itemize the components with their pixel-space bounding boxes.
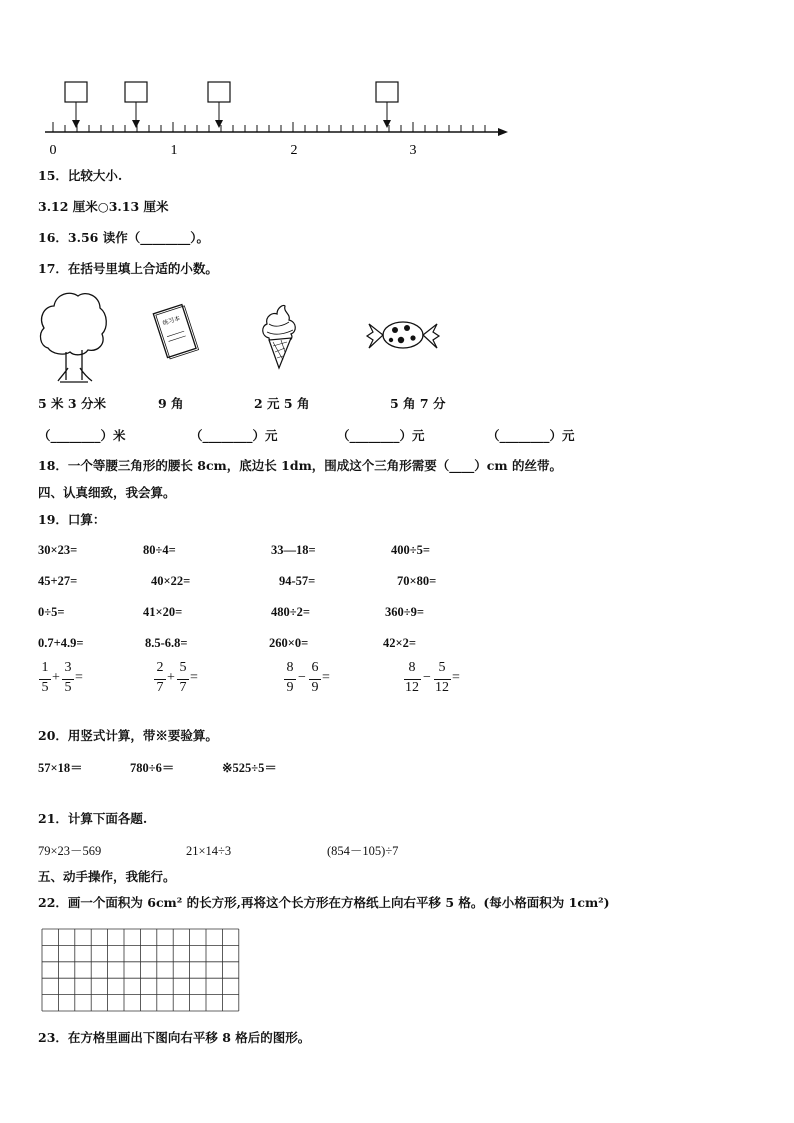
q19-r3-c3: 480÷2= <box>271 605 310 619</box>
ice-cream-icon <box>255 302 305 372</box>
fraction-denominator: 12 <box>435 680 449 695</box>
q17-label-2: 9 角 <box>158 396 184 411</box>
q19-r1-c4: 400÷5= <box>391 543 430 557</box>
answer-box-4[interactable] <box>376 82 398 128</box>
fraction-denominator: 12 <box>405 680 419 695</box>
fraction-operator: − <box>298 670 306 685</box>
fraction-denominator: 7 <box>179 680 187 695</box>
tree-icon <box>38 288 108 384</box>
fraction-denominator: 7 <box>156 680 164 695</box>
answer-box-3[interactable] <box>208 82 230 128</box>
q17-answer-1[interactable]: （________）米 <box>38 428 126 443</box>
q21-title: 21．计算下面各题. <box>38 811 148 826</box>
equals-sign: = <box>322 670 330 685</box>
q20-title: 20．用竖式计算，带※要验算。 <box>38 728 218 743</box>
number-line-label-3: 3 <box>409 143 417 158</box>
q23-text: 23．在方格里画出下图向右平移 8 格后的图形。 <box>38 1030 311 1045</box>
fraction-numerator: 8 <box>408 660 416 675</box>
answer-box-2[interactable] <box>125 82 147 128</box>
q21-item-3: (854－105)÷7 <box>327 844 399 858</box>
fraction-numerator: 6 <box>311 660 319 675</box>
q19-r3-c2: 41×20= <box>143 605 183 619</box>
q17-label-4: 5 角 7 分 <box>390 396 446 411</box>
q19-r3-c1: 0÷5= <box>38 605 65 619</box>
fraction-numerator: 1 <box>41 660 49 675</box>
q17-title: 17．在括号里填上合适的小数。 <box>38 261 218 276</box>
q20-item-3: ※525÷5＝ <box>222 761 277 775</box>
q19-r2-c4: 70×80= <box>397 574 437 588</box>
q17-answer-4[interactable]: （________）元 <box>487 428 575 443</box>
fraction-operator: − <box>423 670 431 685</box>
section-4-title: 四、认真细致，我会算。 <box>38 485 176 500</box>
fraction-operator: + <box>52 670 60 685</box>
q17-answer-3[interactable]: （________）元 <box>337 428 425 443</box>
q19-r4-c1: 0.7+4.9= <box>38 636 84 650</box>
q20-item-2: 780÷6＝ <box>130 761 175 775</box>
fraction-denominator: 9 <box>311 680 319 695</box>
equals-sign: = <box>452 670 460 685</box>
grid-lines <box>42 929 239 1011</box>
q19-title: 19．口算： <box>38 512 106 527</box>
fraction-denominator: 5 <box>64 680 72 695</box>
q17-label-3: 2 元 5 角 <box>254 396 310 411</box>
fraction-operator: + <box>167 670 175 685</box>
fraction-numerator: 5 <box>179 660 187 675</box>
q15-title: 15．比较大小. <box>38 168 123 183</box>
q19-r2-c3: 94-57= <box>279 574 316 588</box>
equals-sign: = <box>190 670 198 685</box>
q19-r1-c3: 33—18= <box>271 543 316 557</box>
answer-box-1[interactable] <box>65 82 87 128</box>
fraction-numerator: 2 <box>156 660 164 675</box>
q19-r1-c1: 30×23= <box>38 543 78 557</box>
q20-item-1: 57×18＝ <box>38 761 83 775</box>
number-line-label-0: 0 <box>49 143 57 158</box>
equals-sign: = <box>75 670 83 685</box>
number-line-arrow <box>498 128 508 136</box>
q21-item-2: 21×14÷3 <box>186 844 232 858</box>
q19-r2-c1: 45+27= <box>38 574 78 588</box>
number-line-label-2: 2 <box>290 143 298 158</box>
fraction-denominator: 5 <box>41 680 49 695</box>
section-5-title: 五、动手操作，我能行。 <box>38 869 176 884</box>
q19-r2-c2: 40×22= <box>151 574 191 588</box>
q19-r3-c4: 360÷9= <box>385 605 424 619</box>
q17-answer-2[interactable]: （________）元 <box>190 428 278 443</box>
q21-item-1: 79×23－569 <box>38 844 102 858</box>
q15-expression: 3.12 厘米○3.13 厘米 <box>38 199 169 214</box>
number-line-ticks <box>53 122 485 132</box>
fraction-denominator: 9 <box>286 680 294 695</box>
fraction-numerator: 3 <box>64 660 72 675</box>
q16-title: 16．3.56 读作（________）。 <box>38 230 209 245</box>
fraction-numerator: 5 <box>438 660 446 675</box>
q19-r4-c3: 260×0= <box>269 636 309 650</box>
q18-text: 18．一个等腰三角形的腰长 8cm，底边长 1dm，围成这个三角形需要（____）cm 的丝带。 <box>38 458 562 473</box>
q17-label-1: 5 米 3 分米 <box>38 396 106 411</box>
notebook-icon <box>150 302 200 362</box>
q19-r1-c2: 80÷4= <box>143 543 176 557</box>
q22-text: 22．画一个面积为 6cm² 的长方形,再将这个长方形在方格纸上向右平移 5 格。(每小格面积为 1cm²) <box>38 895 610 910</box>
fraction-numerator: 8 <box>286 660 294 675</box>
grid-paper[interactable] <box>41 928 241 1014</box>
number-line-label-1: 1 <box>170 143 178 158</box>
candy-icon <box>365 318 441 352</box>
notebook-label: 练习本 <box>161 314 182 328</box>
number-line-figure <box>40 78 520 160</box>
q19-r4-c4: 42×2= <box>383 636 416 650</box>
q19-r4-c2: 8.5-6.8= <box>145 636 188 650</box>
